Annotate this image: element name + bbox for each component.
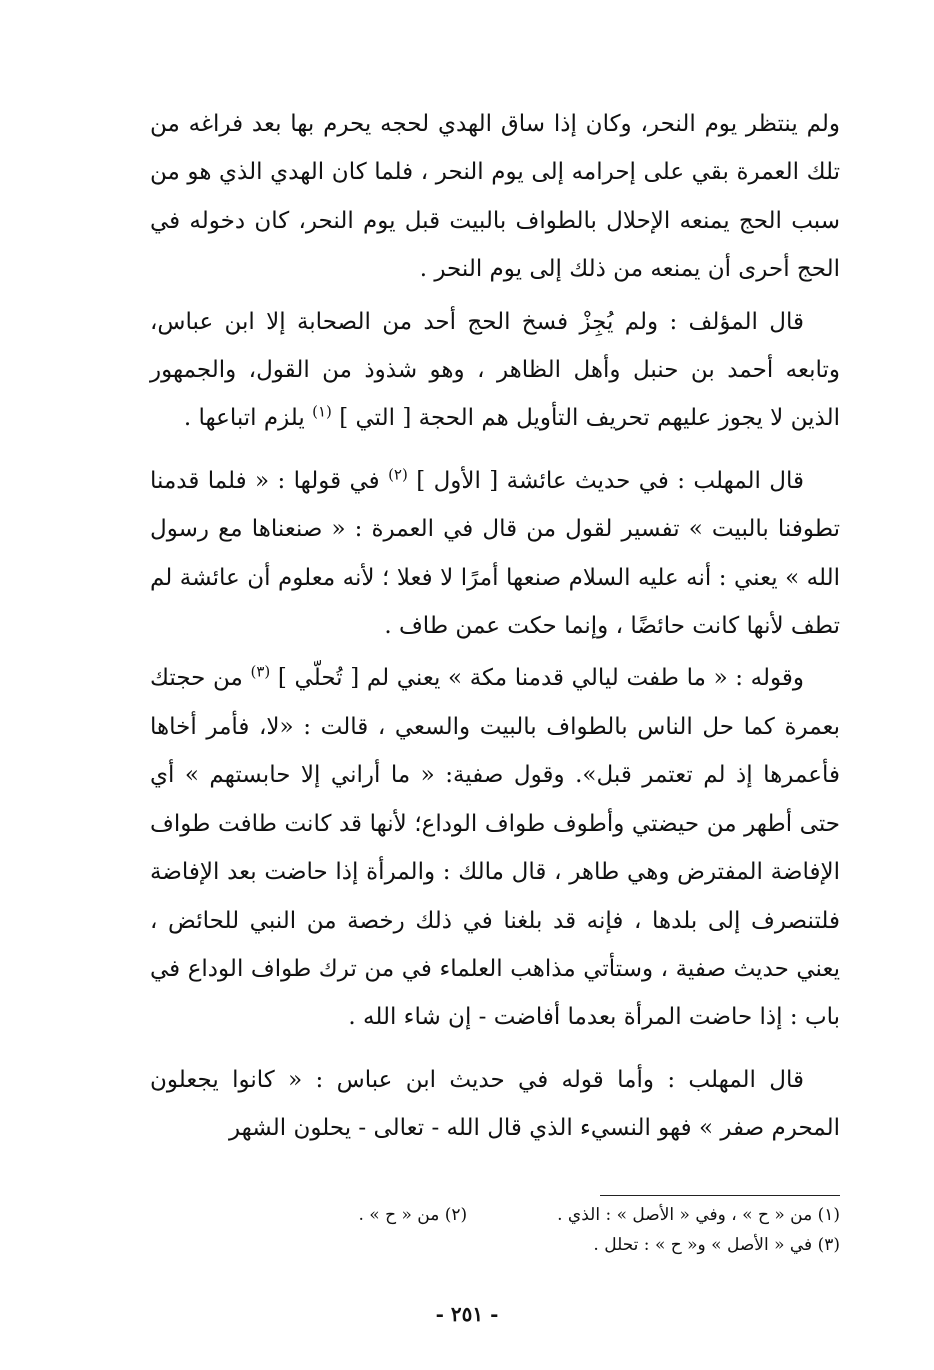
paragraph-4-rest: من حجتك بعمرة كما حل الناس بالطواف بالبيت والسعي ، قالت : «لا، فأمر أخاها فأعمرها إذ لم تعتمر قبل». وقول صفية: « ما أراني إلا حابستهم » أي حتى أطهر من حيضتي وأطوف طواف الوداع؛ لأنها قد كانت طافت طواف الإفاضة المفترض وهي طاهر ، قال مالك : والمرأة إذا حاضت بعد الإفاضة فلتنصرف إلى بلدها ، فإنه قد بلغنا في ذلك رخصة من النبي للحائض ، يعني حديث صفية ، وستأتي مذاهب العلماء في من ترك طواف الوداع في باب : إذا حاضت المرأة بعدما أفاضت - إن شاء الله .: [150, 665, 840, 1031]
footnotes: [200, 1200, 840, 1260]
paragraph-2-text: قال المؤلف : ولم يُجِزْ فسخ الحج أحد من الصحابة إلا ابن عباس، وتابعه أحمد بن حنبل وأهل الظاهر ، وهو شذوذ من القول، والجمهور الذين لا يجوز عليهم تحريف التأويل هم الحجة [ التي ]: [150, 308, 840, 432]
paragraph-2: [150, 298, 840, 443]
paragraph-2-end: يلزم اتباعها .: [183, 405, 305, 432]
paragraph-3: [150, 457, 840, 651]
footnote-ref-1: (١): [312, 402, 332, 421]
main-text: [150, 100, 840, 1153]
paragraph-4-start: وقوله : « ما طفت ليالي قدمنا مكة » يعني لم [ تُحلّي ]: [277, 665, 804, 692]
paragraph-3-start: قال المهلب : في حديث عائشة [ الأول ]: [416, 467, 804, 494]
paragraph-3-rest: في قولها : « فلما قدمنا تطوفنا بالبيت » تفسير لقول من قال في العمرة : « صنعناها مع رسول الله » يعني : أنه عليه السلام صنعها أمرًا لا فعلا ؛ لأنه معلوم أن عائشة لم تطف لأنها كانت حائضًا ، وإنما حكت عمن طاف .: [150, 467, 840, 640]
footnote-1: (١) من « ح » ، وفي « الأصل » : الذي .: [557, 1205, 840, 1225]
footnote-3: (٣) في « الأصل » و« ح » : تحلل .: [593, 1235, 840, 1255]
paragraph-1: ولم ينتظر يوم النحر، وكان إذا ساق الهدي لحجه يحرم بها بعد فراغه من تلك العمرة بقي على إحرامه إلى يوم النحر ، فلما كان الهدي الذي هو من سبب الحج يمنعه الإحلال بالطواف بالبيت قبل يوم النحر، كان دخوله في الحج أحرى أن يمنعه من ذلك إلى يوم النحر .: [150, 111, 840, 283]
footnote-row-2: [200, 1230, 840, 1260]
footnote-2: (٢) من « ح » .: [358, 1205, 468, 1225]
page-number: - ٢٥١ -: [435, 1302, 499, 1326]
footnote-ref-2: (٢): [388, 465, 408, 484]
paragraph-4: [150, 654, 840, 1041]
paragraph-5: قال المهلب : وأما قوله في حديث ابن عباس : « كانوا يجعلون المحرم صفر » فهو النسيء الذي قال الله - تعالى - يحلون الشهر: [150, 1066, 840, 1142]
footnote-ref-3: (٣): [250, 662, 271, 681]
footnote-row-1: [200, 1200, 840, 1230]
footnote-rule: [600, 1195, 840, 1196]
